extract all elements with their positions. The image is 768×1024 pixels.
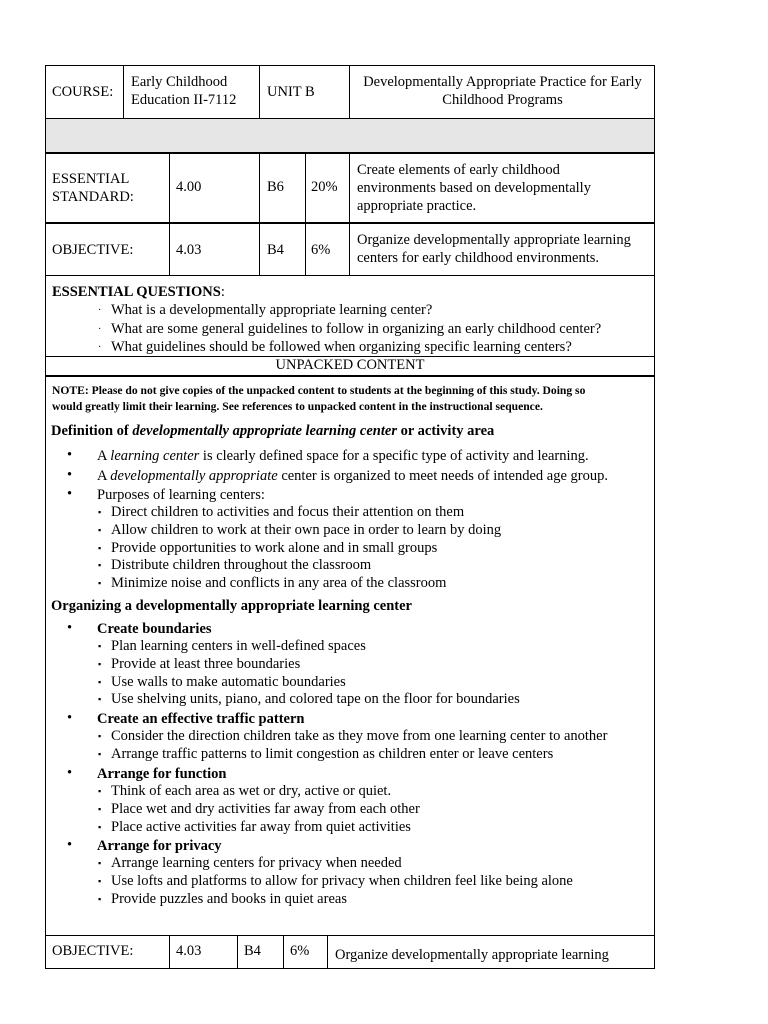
square-bullet-icon: ▪ <box>98 578 102 588</box>
boundaries-item: Use shelving units, piano, and colored tape on the floor for boundaries <box>111 691 520 707</box>
privacy-title: Arrange for privacy <box>97 838 222 854</box>
boundaries-item: Use walls to make automatic boundaries <box>111 674 346 690</box>
question-item: What are some general guidelines to follow in organizing an early childhood center? <box>111 321 602 337</box>
objective-desc-2: centers for early childhood environments. <box>357 250 599 266</box>
rule <box>237 935 238 969</box>
standard-desc-3: appropriate practice. <box>357 198 477 214</box>
purpose-item: Minimize noise and conflicts in any area of the classroom <box>111 575 447 591</box>
standard-code: B6 <box>267 179 284 195</box>
course-code: Education II-7112 <box>131 92 237 108</box>
rule <box>45 118 655 119</box>
privacy-item: Use lofts and platforms to allow for privacy when children feel like being alone <box>111 873 573 889</box>
unit-label: UNIT B <box>267 84 315 100</box>
square-bullet-icon: ▪ <box>98 560 102 570</box>
note-text-cont: would greatly limit their learning. See references to unpacked content in the instructional sequence. <box>52 400 543 413</box>
definition-item: A developmentally appropriate center is organized to meet needs of intended age group. <box>97 468 608 484</box>
purposes-label: Purposes of learning centers: <box>97 487 265 503</box>
square-bullet-icon: ▪ <box>98 822 102 832</box>
question-bullet: · <box>98 342 102 353</box>
unit-title: Developmentally Appropriate Practice for Early <box>363 74 642 90</box>
rule <box>45 222 655 224</box>
square-bullet-icon: ▪ <box>98 507 102 517</box>
organizing-heading: Organizing a developmentally appropriate learning center <box>51 598 412 614</box>
objective-weight: 6% <box>311 242 331 258</box>
standard-weight: 20% <box>311 179 338 195</box>
unit-title-cont: Childhood Programs <box>442 92 563 108</box>
square-bullet-icon: ▪ <box>98 876 102 886</box>
purpose-item: Allow children to work at their own pace in order to learn by doing <box>111 522 502 538</box>
standard-label-cont: STANDARD: <box>52 189 134 205</box>
square-bullet-icon: ▪ <box>98 894 102 904</box>
standard-desc: Create elements of early childhood <box>357 162 560 178</box>
traffic-item: Arrange traffic patterns to limit congestion as children enter or leave centers <box>111 746 554 762</box>
traffic-title: Create an effective traffic pattern <box>97 711 305 727</box>
course-label: COURSE: <box>52 84 114 100</box>
unpacked-heading: UNPACKED CONTENT <box>275 357 425 373</box>
rule <box>283 935 284 969</box>
square-bullet-icon: ▪ <box>98 694 102 704</box>
objective-number: 4.03 <box>176 242 202 258</box>
bullet-icon: • <box>67 447 73 463</box>
bullet-icon: • <box>67 765 73 781</box>
square-bullet-icon: ▪ <box>98 641 102 651</box>
question-bullet: · <box>98 324 102 335</box>
boundaries-title: Create boundaries <box>97 621 212 637</box>
rule <box>123 66 124 118</box>
purpose-item: Direct children to activities and focus their attention on them <box>111 504 465 520</box>
square-bullet-icon: ▪ <box>98 677 102 687</box>
footer-objective-weight: 6% <box>290 943 310 959</box>
function-title: Arrange for function <box>97 766 227 782</box>
rule <box>169 153 170 276</box>
footer-objective-desc: Organize developmentally appropriate learning <box>335 947 609 963</box>
objective-label: OBJECTIVE: <box>52 242 134 258</box>
essential-questions-heading: ESSENTIAL QUESTIONS: <box>52 284 225 300</box>
objective-code: B4 <box>267 242 284 258</box>
rule <box>305 153 306 276</box>
rule <box>45 152 655 154</box>
rule <box>259 66 260 118</box>
course-name: Early Childhood <box>131 74 228 90</box>
rule <box>259 153 260 276</box>
privacy-item: Provide puzzles and books in quiet areas <box>111 891 347 907</box>
function-item: Think of each area as wet or dry, active or quiet. <box>111 783 392 799</box>
function-item: Place active activities far away from quiet activities <box>111 819 411 835</box>
rule <box>349 153 350 276</box>
square-bullet-icon: ▪ <box>98 786 102 796</box>
bullet-icon: • <box>67 837 73 853</box>
function-item: Place wet and dry activities far away from each other <box>111 801 420 817</box>
question-item: What guidelines should be followed when organizing specific learning centers? <box>111 339 572 355</box>
question-bullet: · <box>98 305 102 316</box>
square-bullet-icon: ▪ <box>98 749 102 759</box>
footer-objective-number: 4.03 <box>176 943 202 959</box>
square-bullet-icon: ▪ <box>98 804 102 814</box>
square-bullet-icon: ▪ <box>98 659 102 669</box>
purpose-item: Provide opportunities to work alone and in small groups <box>111 540 438 556</box>
bullet-icon: • <box>67 710 73 726</box>
bullet-icon: • <box>67 467 73 483</box>
purpose-item: Distribute children throughout the classroom <box>111 557 372 573</box>
definition-item: A learning center is clearly defined space for a specific type of activity and learning. <box>97 448 589 464</box>
rule <box>45 375 655 377</box>
privacy-item: Arrange learning centers for privacy when needed <box>111 855 402 871</box>
rule <box>327 935 328 969</box>
standard-desc-2: environments based on developmentally <box>357 180 591 196</box>
objective-desc: Organize developmentally appropriate learning <box>357 232 631 248</box>
boundaries-item: Provide at least three boundaries <box>111 656 301 672</box>
square-bullet-icon: ▪ <box>98 731 102 741</box>
bullet-icon: • <box>67 486 73 502</box>
square-bullet-icon: ▪ <box>98 525 102 535</box>
shaded-row <box>46 119 654 152</box>
boundaries-item: Plan learning centers in well-defined spaces <box>111 638 366 654</box>
note-text: NOTE: Please do not give copies of the unpacked content to students at the beginning of this study. Doing so <box>52 384 586 397</box>
square-bullet-icon: ▪ <box>98 858 102 868</box>
question-item: What is a developmentally appropriate learning center? <box>111 302 433 318</box>
bullet-icon: • <box>67 620 73 636</box>
footer-objective-label: OBJECTIVE: <box>52 943 134 959</box>
traffic-item: Consider the direction children take as they move from one learning center to another <box>111 728 608 744</box>
rule <box>45 935 655 936</box>
rule <box>169 935 170 969</box>
standard-label: ESSENTIAL <box>52 171 130 187</box>
rule <box>45 275 655 276</box>
definition-heading: Definition of developmentally appropriate learning center or activity area <box>51 423 495 439</box>
standard-number: 4.00 <box>176 179 202 195</box>
footer-objective-code: B4 <box>244 943 261 959</box>
square-bullet-icon: ▪ <box>98 543 102 553</box>
